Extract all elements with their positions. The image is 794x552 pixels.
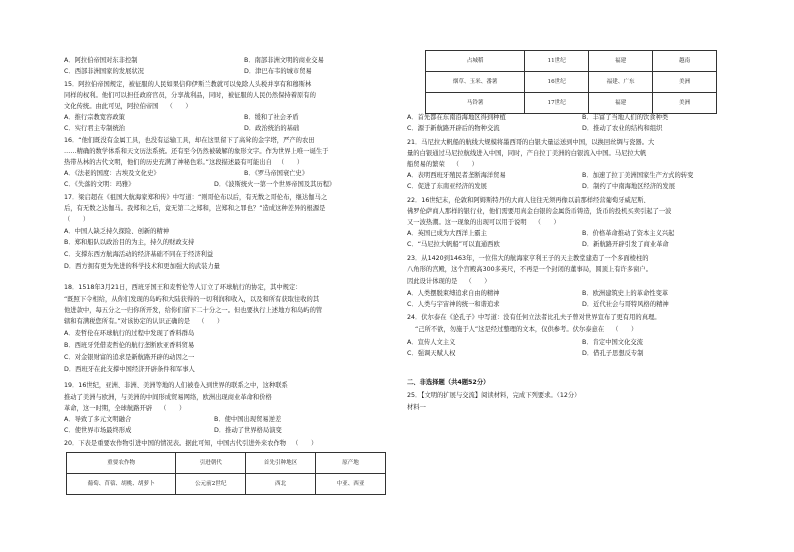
q18-option-d: D．西班牙在此支撑中国经济开辟条件和军事人 [64, 366, 195, 373]
table-row [426, 93, 717, 114]
q21-option-a: A．表明西班牙殖民者垄断海洋贸易 [407, 172, 506, 179]
q16-option-b: B．《罗马帝国衰亡史》 [244, 170, 309, 177]
table-header-cell: 重要农作物 [67, 453, 176, 474]
q23-stem-3: 因此设计体现的是 （ ） [407, 278, 491, 285]
q19-stem-2: 推动了美洲与欧洲，与美洲的中间形成贸易网络，欧洲出现商业革命和价格 [64, 394, 272, 401]
q24-options [407, 338, 735, 362]
crop-table-part1 [66, 452, 386, 495]
q17-option-b: B．郑和船队以政治目的为主，持久的财政支持 [64, 239, 195, 246]
table-row [426, 51, 717, 72]
q18-option-c: C．对金银财富的追求是新航路开辟的动因之一 [64, 354, 195, 361]
table-cell: 福建 [589, 93, 653, 114]
q25-stem: 25．【文明的扩展与交流】阅读材料，完成下列要求。（12分） [407, 392, 581, 399]
q15-stem-1: 15．阿拉伯帝国规定，被征服的人民如果信仰伊斯兰教就可以免除人头税并享有和穆斯林 [64, 81, 312, 88]
q16-stem-1: 16．“他们既没有金属工具，也没有运输工具，却在这里留下了高耸的金字塔，严产的农田 [64, 137, 315, 144]
table-row [426, 72, 717, 93]
q21-stem-3: 船贸易的繁荣 （ ） [407, 161, 478, 168]
table-cell: 马铃薯 [426, 93, 525, 114]
table-cell: 福建、广东 [589, 72, 653, 93]
q23-stem-2: 八角形的宫殿，这个宫殿高300多英尺，不再是一个封闭的董事局，圆顶上有许多窗户。 [407, 266, 653, 273]
q14-option-d: D．津巴布韦的城市贸易 [244, 68, 312, 75]
q20-option-a: A．首先都在东南沿海地区得到种植 [407, 114, 506, 121]
q23-option-b: B．欧洲建筑史上的革命性变革 [582, 290, 669, 297]
table-cell: 美洲 [653, 93, 717, 114]
q23-options [407, 289, 735, 313]
q18-stem-3: 他进款中，每五分之一归你所开发，给你们留下二十分之一。但也要执行上述地方和岛屿的管 [64, 307, 323, 314]
q14-option-a: A．阿拉伯帝国对东非控制 [64, 57, 138, 64]
table-header-cell: 首先引种地区 [246, 453, 316, 474]
q18-stem-2: “既照下令相给，从你们发现的岛屿和大陆获得的一切利润和收入，以及和所有获取往收的其 [64, 296, 320, 303]
q20-option-c: C．源于新航路开辟后的物种交流 [407, 125, 500, 132]
q21-option-b: B．加速了拉丁美洲国家生产方式的转变 [582, 172, 694, 179]
q18-option-a: A．麦哲伦在环球航行的过程中发现了香料群岛 [64, 330, 195, 337]
q15-option-a: A．推行宗教宽容政策 [64, 114, 125, 121]
q19-option-d: D．推动了世界格局演变 [214, 427, 282, 434]
q22-stem-1: 22．16世纪末，伦敦和阿姆斯特丹的大商人往往无须再像以前那样经营葡萄牙威尼斯、 [407, 197, 650, 204]
table-header-cell: 原产地 [316, 453, 386, 474]
q23-option-a: A．人类摆脱束缚追求自由的精神 [407, 290, 500, 297]
q16-stem-2: ……精确的数学体系和天文历法系统。还有至今仍然被破解的象形文字。作为世界上唯一诞生于 [64, 148, 329, 155]
q15-option-b: B．缓和了社会矛盾 [244, 114, 299, 121]
q22-option-d: D．新航路开辟引发了商业革命 [582, 241, 669, 248]
table-cell: 11世纪 [525, 51, 589, 72]
q24-option-d: D．借孔子思想反专制 [582, 350, 644, 357]
q16-option-a: A．《法老的国度：古埃及文化史》 [64, 170, 160, 177]
q23-option-c: C．人类与宇宙神的统一和谐追求 [407, 301, 500, 308]
q21-options [407, 171, 735, 195]
table-row [67, 474, 386, 495]
q22-option-b: B．价格革命推动了资本主义兴起 [582, 230, 675, 237]
table-cell: 西北 [246, 474, 316, 495]
q14-option-c: C．西部非洲国家的发展状况 [64, 68, 144, 75]
q16-stem-3: 热带丛林的古代文明，他们的历史充满了神秘色彩。”这段描述最有可能出自 （ ） [64, 159, 304, 166]
q22-option-c: C．“马尼拉大帆船”可以直通西欧 [407, 241, 500, 248]
q19-stem-3: 革命，这一时期，全球航路开辟 （ ） [64, 405, 186, 412]
q20-options [407, 113, 735, 137]
crop-table-part2 [425, 50, 717, 114]
table-cell: 越南 [653, 51, 717, 72]
table-cell: 16世纪 [525, 72, 589, 93]
q19-option-a: A．导致了多元文明融合 [64, 416, 132, 423]
q16-option-d: D．《波斯统火一第一个世界帝国及其历程》 [214, 181, 336, 188]
q19-option-c: C．使世界市场最终形成 [64, 427, 132, 434]
q17-stem-1: 17．梁启超在《祖国大航海家郑和传》中写道：“则哥伦布以后，有无数之哥伦布，继达伽马之 [64, 194, 328, 201]
q15-option-c: C．实行君主专制统治 [64, 125, 126, 132]
q20-stem: 20．下表是重要农作物引进中国的情况表。据此可知，中国古代引进外来农作物 （ ） [64, 440, 318, 447]
q15-stem-2: 同样的权利。他们可以担任政府官员，分享战利品，同时，被征服的人民仍然保持着原有的 [64, 92, 316, 99]
q15-stem-3: 文化传统。由此可见，阿拉伯帝国 （ ） [64, 103, 192, 110]
q17-option-c: C．支撑东西方航海活动的经济基础不同在于经济利益 [64, 251, 214, 258]
table-cell: 福建 [589, 51, 653, 72]
q14-options [64, 56, 388, 80]
q21-option-c: C．促进了东南亚经济的发展 [407, 183, 487, 190]
q22-option-a: A．英国已成为大西洋上霸主 [407, 230, 487, 237]
table-cell: 美洲 [653, 72, 717, 93]
table-cell: 中亚、西亚 [316, 474, 386, 495]
q20-option-b: B．丰富了当地人们的饮食种类 [582, 114, 669, 121]
q23-option-d: D．近代社会与哥特风格的精神 [582, 301, 669, 308]
table-header-cell: 引进朝代 [176, 453, 246, 474]
q16-options [64, 169, 388, 193]
q22-stem-2: 佛罗伦萨商人那样的银行业，他们需要用真金白银的金属货币铸造，货币的投机买卖引起了一波 [407, 208, 672, 215]
q21-option-d: D．制约了中南海地区经济的发展 [582, 183, 676, 190]
q24-option-a: A．宣传人文主义 [407, 339, 456, 346]
q17-stem-2: 后，有无数之达伽马。我郑和之后，竟无第二之郑和，岂郑和之罪也？”造成这种差异的根源是 [64, 205, 326, 212]
q18-stem-1: 18．1518年3月21日，西班牙国王和麦哲伦等人订立了环球航行的协定，其中规定： [64, 284, 302, 291]
table-cell: 葡萄、苜蓿、胡桃、胡萝卜 [67, 474, 176, 495]
q16-option-c: C．《失落的文明：玛雅》 [64, 181, 135, 188]
material-label: 材料一 [407, 404, 426, 411]
table-header-row [67, 453, 386, 474]
q22-stem-3: 又一波热潮。这一现象的出现可以用于说明 （ ） [407, 219, 560, 226]
q19-options [64, 415, 388, 439]
q19-stem-1: 19．16世纪，亚洲、非洲、美洲等地的人们被卷入到世界的联系之中，这种联系 [64, 382, 288, 389]
q17-option-a: A．中国人缺乏持久探险、创新的精神 [64, 228, 170, 235]
q24-stem-2: “己所不欲，勿施于人”这是经过整理的文本，仅供参考。伏尔泰意在 （ ） [415, 326, 638, 333]
q18-option-b: B．西班牙凭借麦哲伦的航行垄断欧亚香料贸易 [64, 342, 195, 349]
q24-option-c: C．强调天赋人权 [407, 350, 456, 357]
table-cell: 烟草、玉米、番薯 [426, 72, 525, 93]
section-heading: 二、非选择题（共4题52分） [407, 379, 490, 386]
q15-options [64, 113, 388, 137]
q17-stem-3: （ ） [64, 216, 90, 223]
table-cell: 17世纪 [525, 93, 589, 114]
table-cell: 占城稻 [426, 51, 525, 72]
q21-stem-2: 量的白银通过马尼拉航线进入中国，同时，产自拉丁美洲的白银流入中国。马尼拉大帆 [407, 150, 647, 157]
q14-option-b: B．南部非洲文明的商业交易 [244, 57, 324, 64]
q15-option-d: D．政治统治的基础 [244, 125, 300, 132]
q21-stem-1: 21．马尼拉大帆船的航线大规模将墨西哥的白银大量运送到中国，以换回丝绸与瓷器。大 [407, 139, 655, 146]
q23-stem-1: 23．从1420到1463年，一位伟大的航海家亨利王子的天主教堂建造了一个多面棱柱的 [407, 255, 649, 262]
q20-option-d: D．推动了农业的结构和组织 [582, 125, 663, 132]
q17-option-d: D．西方拥有更为先进的科学技术和更加强大的武装力量 [64, 263, 220, 270]
q18-stem-4: 辖和有满税您所有。”对该协定的认识正确的是 （ ） [64, 318, 224, 325]
q22-options [407, 229, 735, 253]
q24-stem-1: 24．伏尔泰在《论孔子》中写道：没有任何立法者比孔夫子曾对世界宣布了更有用的真理。 [407, 314, 661, 321]
q24-option-b: B．肯定中国文化交流 [582, 339, 643, 346]
table-cell: 公元前2世纪 [176, 474, 246, 495]
q19-option-b: B．使中国出现贸易逆差 [214, 416, 282, 423]
